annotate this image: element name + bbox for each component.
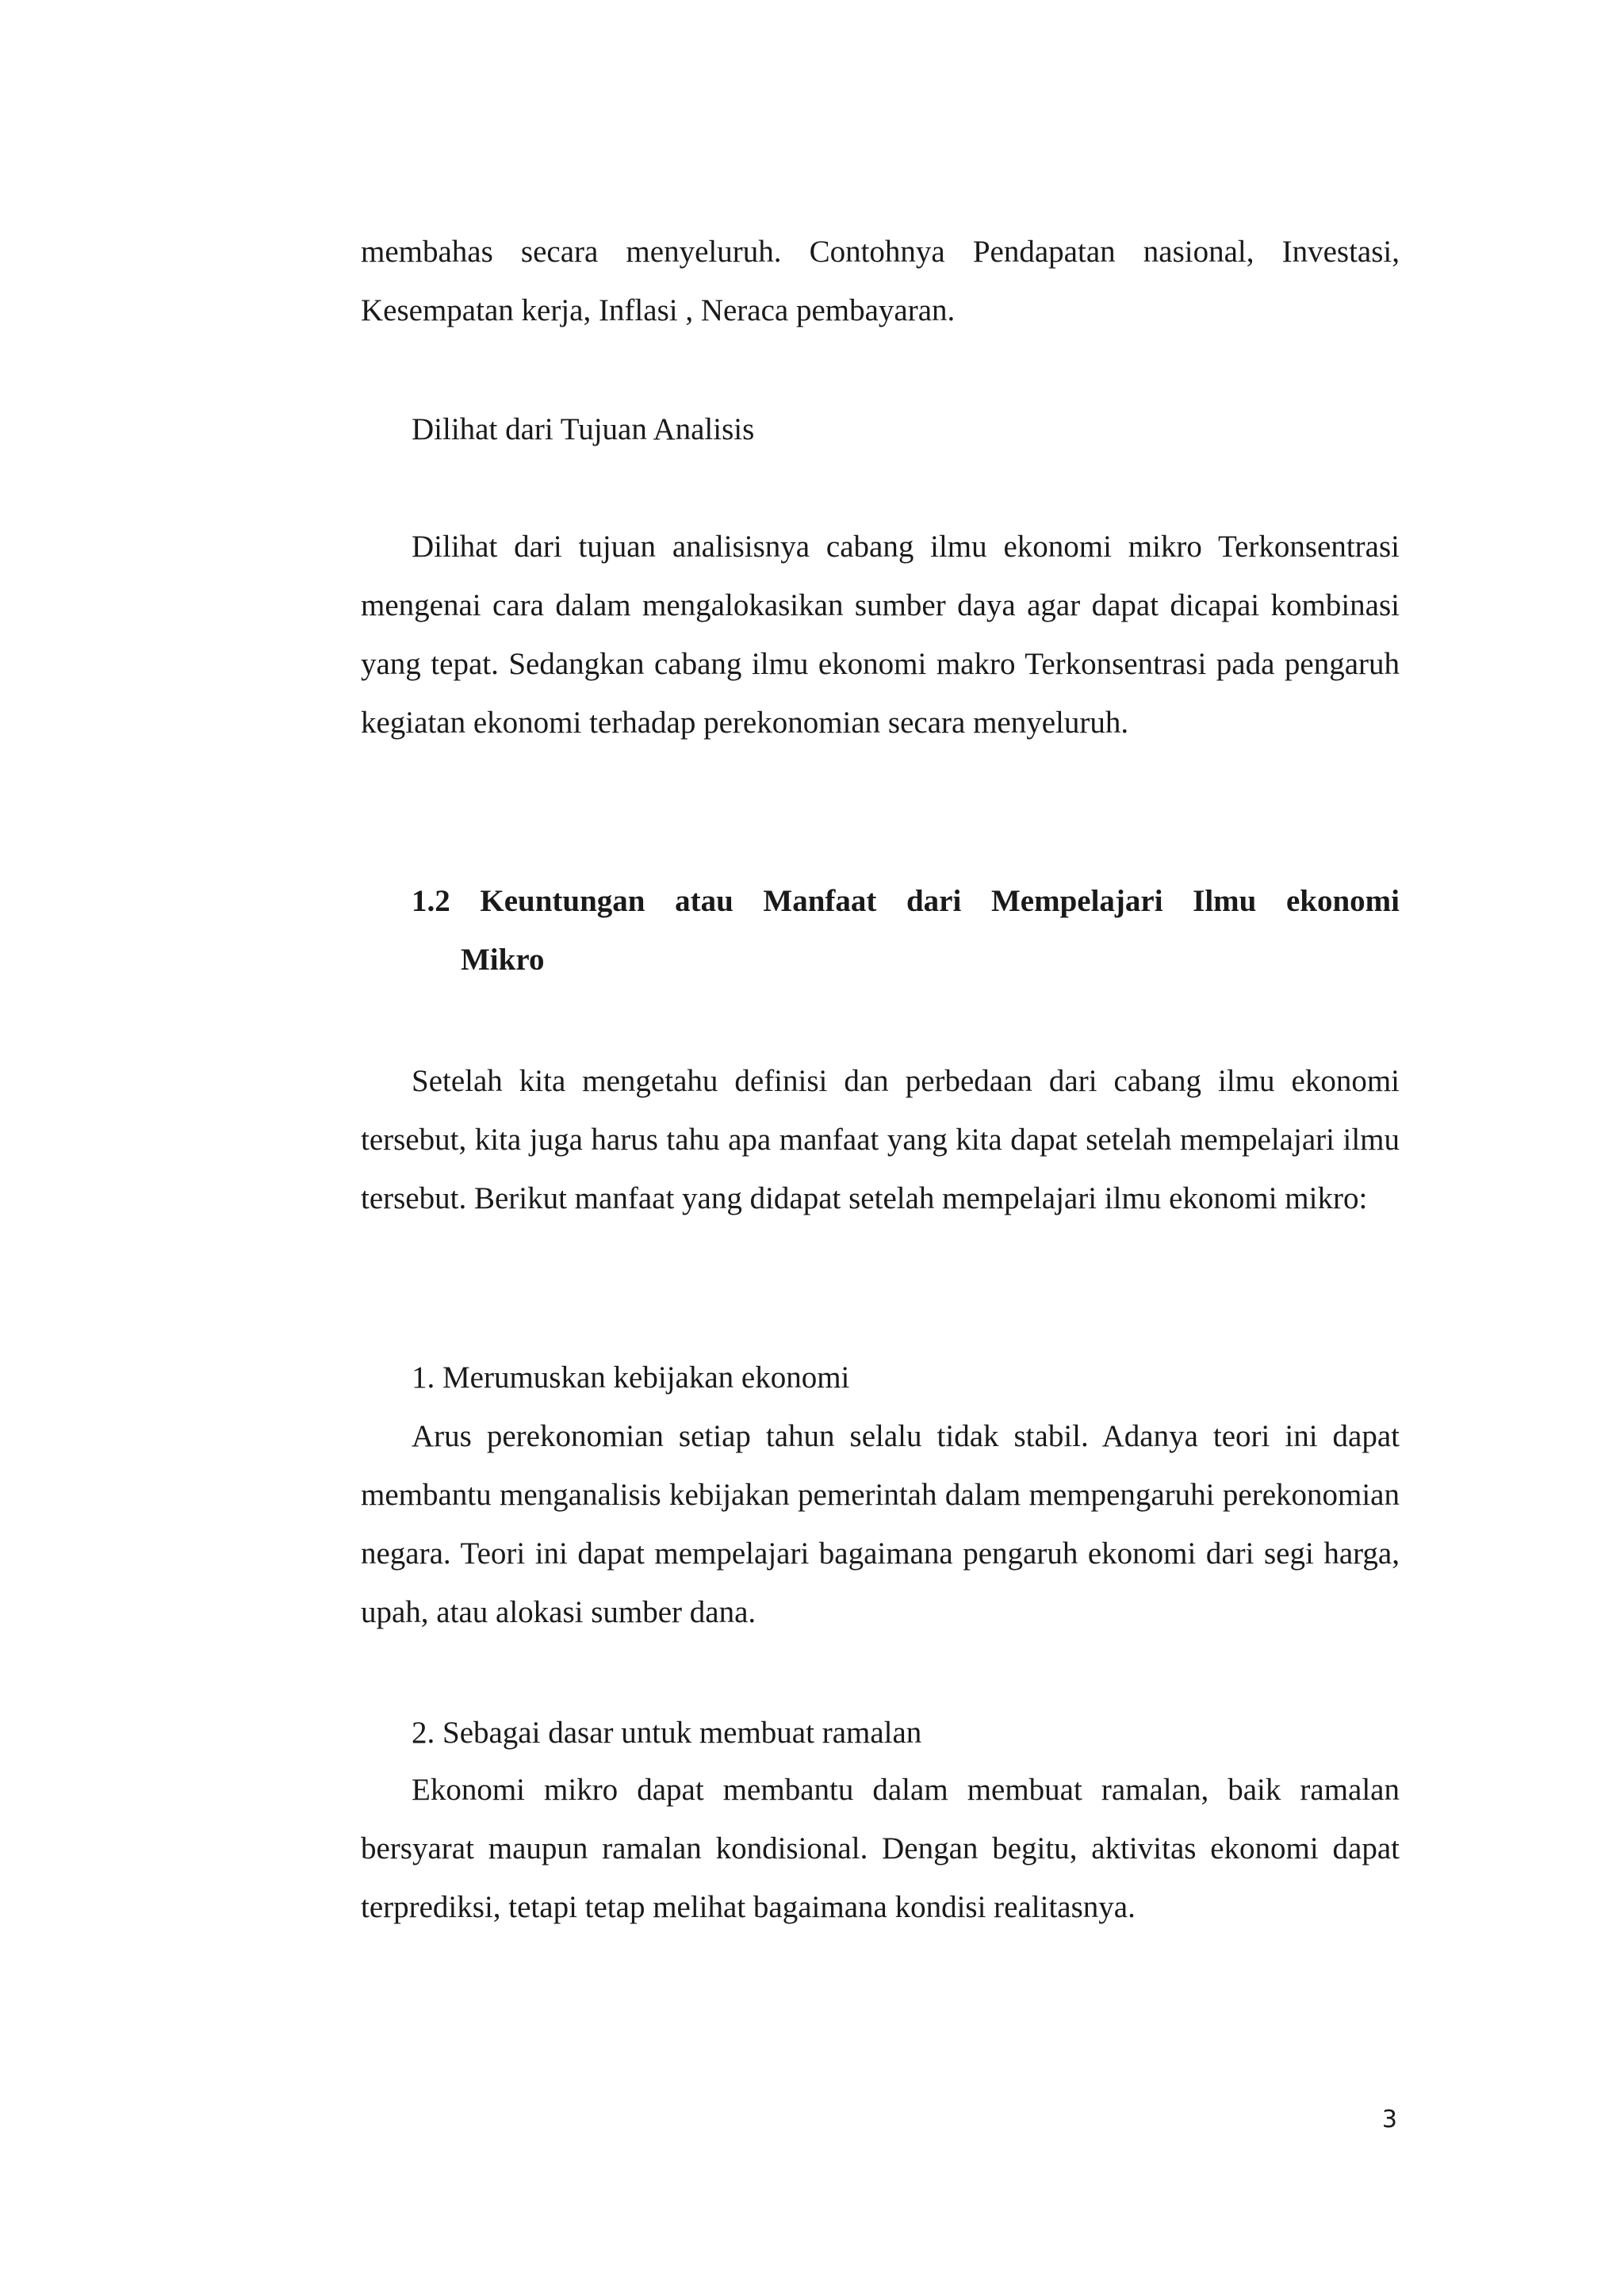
section-heading [412,872,1400,989]
paragraph-manfaat-intro: Setelah kita mengetahu definisi dan perbedaan dari cabang ilmu ekonomi tersebut, kita juga harus tahu apa manfaat yang kita dapat setelah mempelajari ilmu tersebut. Berikut manfaat yang didapat setelah mempelajari ilmu ekonomi mikro: [361,1064,1400,1215]
paragraph-contoh: membahas secara menyeluruh. Contohnya Pendapatan nasional, Investasi, Kesempatan kerja, Inflasi , Neraca pembayaran. [361,235,1400,327]
list-item-1-body: Arus perekonomian setiap tahun selalu tidak stabil. Adanya teori ini dapat membantu menganalisis kebijakan pemerintah dalam mempengaruhi perekonomian negara. Teori ini dapat mempelajari bagaimana pengaruh ekonomi dari segi harga, upah, atau alokasi sumber dana. [361,1419,1400,1629]
list-item-2-body: Ekonomi mikro dapat membantu dalam membuat ramalan, baik ramalan bersyarat maupun ramalan kondisional. Dengan begitu, aktivitas ekonomi dapat terprediksi, tetapi tetap melihat bagaimana kondisi realitasnya. [361,1773,1400,1924]
subheading-tujuan-analisis: Dilihat dari Tujuan Analisis [412,412,755,446]
section-heading-line2: Mikro [461,943,545,977]
list-item-2-title: 2. Sebagai dasar untuk membuat ramalan [412,1716,922,1750]
paragraph-tujuan-analisis: Dilihat dari tujuan analisisnya cabang ilmu ekonomi mikro Terkonsentrasi mengenai cara dalam mengalokasikan sumber daya agar dapat dicapai kombinasi yang tepat. Sedangkan cabang ilmu ekonomi makro Terkonsentrasi pada pengaruh kegiatan ekonomi terhadap perekonomian secara menyeluruh. [361,530,1400,740]
list-item-1-title: 1. Merumuskan kebijakan ekonomi [412,1360,850,1395]
page-number: 3 [1381,2106,1397,2133]
section-heading-line1: 1.2 Keuntungan atau Manfaat dari Mempelajari Ilmu ekonomi [412,884,1400,918]
